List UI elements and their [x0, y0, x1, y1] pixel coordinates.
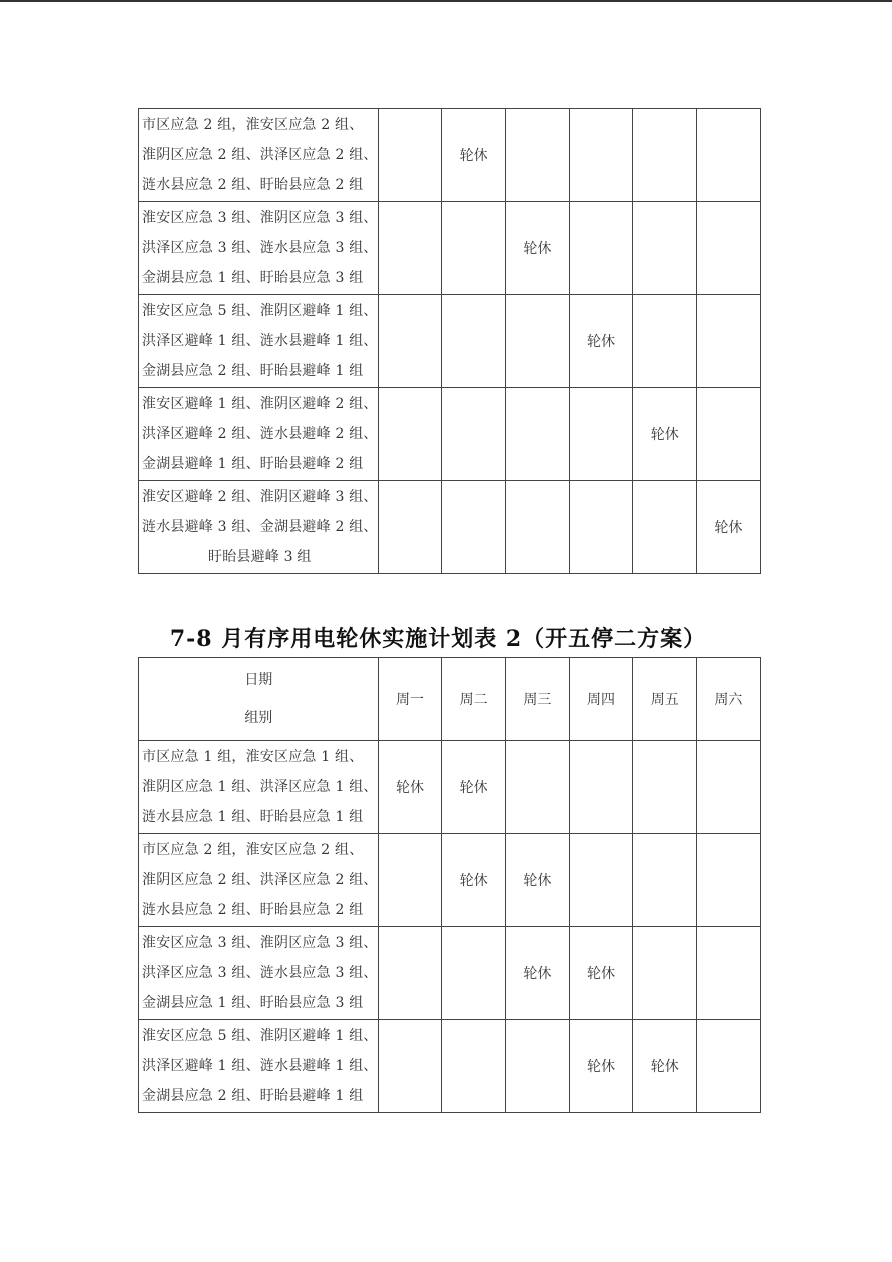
table-row: [139, 202, 761, 295]
day-header: 周六: [697, 658, 761, 741]
group-cell: [139, 388, 379, 481]
day-cell: [697, 388, 761, 481]
day-cell: [633, 295, 697, 388]
day-cell: 轮休: [442, 741, 506, 834]
day-cell: [506, 1020, 570, 1113]
day-cell: [378, 481, 442, 574]
group-line: 淮安区应急 3 组、淮阴区应急 3 组、: [142, 935, 378, 951]
day-cell: [506, 295, 570, 388]
day-cell: [442, 202, 506, 295]
group-line: 涟水县应急 1 组、盱眙县应急 1 组: [142, 809, 364, 825]
rotation-table-1: [138, 108, 761, 574]
group-line: 金湖县应急 1 组、盱眙县应急 3 组: [142, 270, 364, 286]
day-cell: [633, 202, 697, 295]
day-cell: [697, 834, 761, 927]
group-line: 淮安区避峰 2 组、淮阴区避峰 3 组、: [142, 489, 378, 505]
table-title: 7-8 月有序用电轮休实施计划表 2（开五停二方案）: [169, 626, 707, 652]
day-cell: [378, 109, 442, 202]
group-line: 淮安区应急 3 组、淮阴区应急 3 组、: [142, 210, 378, 226]
table-row: [139, 834, 761, 927]
day-cell: [697, 109, 761, 202]
day-cell: [569, 481, 633, 574]
table-row: [139, 109, 761, 202]
day-cell: [506, 741, 570, 834]
day-header: 周五: [633, 658, 697, 741]
day-cell: 轮休: [442, 109, 506, 202]
day-cell: [697, 202, 761, 295]
group-line: 洪泽区应急 3 组、涟水县应急 3 组、: [142, 965, 378, 981]
group-line: 金湖县避峰 1 组、盱眙县避峰 2 组: [142, 456, 364, 472]
day-cell: [506, 481, 570, 574]
day-cell: [569, 741, 633, 834]
day-cell: [442, 1020, 506, 1113]
day-cell: 轮休: [569, 927, 633, 1020]
table-row: [139, 295, 761, 388]
group-line: 市区应急 2 组，淮安区应急 2 组、: [142, 117, 364, 133]
day-cell: [569, 109, 633, 202]
day-cell: 轮休: [442, 834, 506, 927]
table-row: [139, 481, 761, 574]
group-cell: [139, 109, 379, 202]
day-cell: 轮休: [633, 388, 697, 481]
table-row: [139, 1020, 761, 1113]
group-line: 淮安区避峰 1 组、淮阴区避峰 2 组、: [142, 396, 378, 412]
group-cell: [139, 295, 379, 388]
day-cell: [378, 927, 442, 1020]
day-cell: [633, 927, 697, 1020]
day-cell: 轮休: [506, 834, 570, 927]
group-cell: [139, 927, 379, 1020]
group-cell: [139, 1020, 379, 1113]
day-cell: [506, 388, 570, 481]
day-cell: [378, 388, 442, 481]
header-corner-cell: [139, 658, 379, 741]
day-cell: [378, 1020, 442, 1113]
day-cell: [697, 927, 761, 1020]
table-header-row: [139, 658, 761, 741]
day-cell: 轮休: [506, 927, 570, 1020]
day-cell: 轮休: [378, 741, 442, 834]
day-cell: [633, 109, 697, 202]
group-line: 涟水县应急 2 组、盱眙县应急 2 组: [142, 177, 364, 193]
group-cell: [139, 741, 379, 834]
day-header: 周四: [569, 658, 633, 741]
date-label: 日期: [244, 672, 273, 688]
day-cell: [569, 834, 633, 927]
day-header: 周一: [378, 658, 442, 741]
group-cell: [139, 834, 379, 927]
day-cell: [442, 927, 506, 1020]
group-line: 洪泽区避峰 1 组、涟水县避峰 1 组、: [142, 1058, 378, 1074]
day-cell: [378, 295, 442, 388]
day-cell: [697, 741, 761, 834]
day-cell: 轮休: [633, 1020, 697, 1113]
group-line: 淮阴区应急 2 组、洪泽区应急 2 组、: [142, 147, 378, 163]
day-cell: [633, 481, 697, 574]
table-row: [139, 388, 761, 481]
group-line: 洪泽区避峰 2 组、涟水县避峰 2 组、: [142, 426, 378, 442]
day-cell: [633, 741, 697, 834]
page-top-rule: [0, 0, 892, 2]
group-cell: [139, 202, 379, 295]
group-line: 涟水县避峰 3 组、金湖县避峰 2 组、: [142, 519, 378, 535]
table-row: [139, 741, 761, 834]
day-cell: [569, 202, 633, 295]
day-cell: [697, 295, 761, 388]
day-cell: 轮休: [569, 1020, 633, 1113]
group-line: 涟水县应急 2 组、盱眙县应急 2 组: [142, 902, 364, 918]
group-line: 洪泽区避峰 1 组、涟水县避峰 1 组、: [142, 333, 378, 349]
group-line: 金湖县应急 2 组、盱眙县避峰 1 组: [142, 1088, 364, 1104]
day-cell: [442, 481, 506, 574]
group-line: 淮安区应急 5 组、淮阴区避峰 1 组、: [142, 1028, 378, 1044]
table-row: [139, 927, 761, 1020]
day-cell: [697, 1020, 761, 1113]
group-line: 洪泽区应急 3 组、涟水县应急 3 组、: [142, 240, 378, 256]
day-cell: [442, 388, 506, 481]
day-cell: [378, 834, 442, 927]
day-header: 周三: [506, 658, 570, 741]
group-line: 淮阴区应急 2 组、洪泽区应急 2 组、: [142, 872, 378, 888]
group-line: 金湖县应急 1 组、盱眙县应急 3 组: [142, 995, 364, 1011]
group-label: 组别: [244, 710, 273, 726]
day-cell: [378, 202, 442, 295]
day-cell: 轮休: [569, 295, 633, 388]
group-line: 淮安区应急 5 组、淮阴区避峰 1 组、: [142, 303, 378, 319]
day-cell: 轮休: [506, 202, 570, 295]
group-line: 淮阴区应急 1 组、洪泽区应急 1 组、: [142, 779, 378, 795]
day-header: 周二: [442, 658, 506, 741]
day-cell: [569, 388, 633, 481]
group-line: 市区应急 2 组，淮安区应急 2 组、: [142, 842, 364, 858]
day-cell: [442, 295, 506, 388]
day-cell: [633, 834, 697, 927]
group-line: 金湖县应急 2 组、盱眙县避峰 1 组: [142, 363, 364, 379]
day-cell: 轮休: [697, 481, 761, 574]
group-line: 盱眙县避峰 3 组: [208, 549, 312, 565]
day-cell: [506, 109, 570, 202]
group-line: 市区应急 1 组，淮安区应急 1 组、: [142, 749, 364, 765]
rotation-table-2: [138, 657, 761, 1113]
group-cell: [139, 481, 379, 574]
